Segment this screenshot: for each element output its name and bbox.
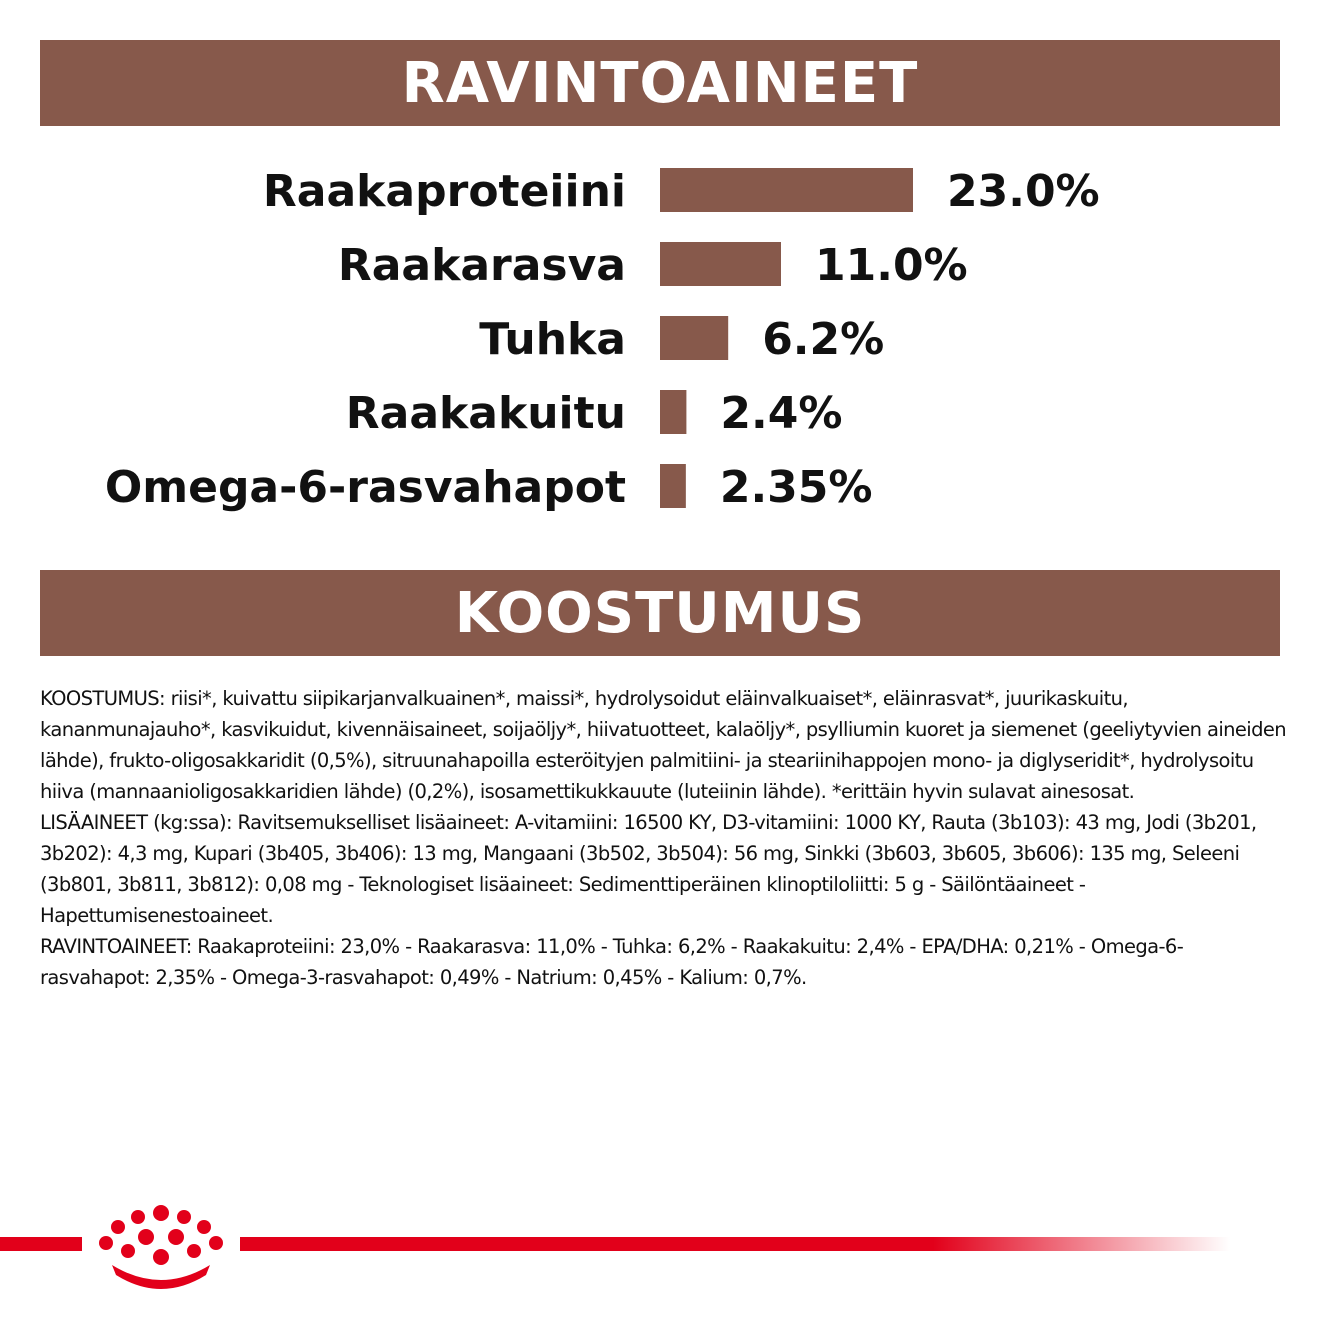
brand-footer — [0, 1195, 1320, 1305]
bar-raakakuitu — [660, 390, 686, 434]
bar-omega-6-rasvahapot — [660, 464, 686, 508]
category-label-raakakuitu: Raakakuitu — [345, 388, 626, 439]
composition-banner — [40, 570, 1280, 656]
composition-text — [40, 683, 1290, 993]
value-label-raakaproteiini: 23.0% — [947, 166, 1100, 217]
bar-raakaproteiini — [660, 168, 913, 212]
category-label-raakaproteiini: Raakaproteiini — [262, 166, 626, 217]
nutrients-banner — [40, 40, 1280, 126]
value-label-omega-6-rasvahapot: 2.35% — [719, 462, 873, 513]
composition-paragraph-ingredients: KOOSTUMUS: riisi*, kuivattu siipikarjanvalkuainen*, maissi*, hydrolysoidut eläinvalkuaiset*, eläinrasvat*, juurikaskuitu, kananmunajauho*, kasvikuidut, kivennäisaineet, soijaöljy*, hiivatuotteet, kalaöljy*, psylliumin kuoret ja siemenet (geeliytyvien aineiden lähde), frukto-oligosakkaridit (0,5%), sitruunahapoilla esteröityjen palmitiini- ja steariinihappojen mono- ja diglyseridit*, hydrolysoitu hiiva (mannaanioligosakkaridien lähde) (0,2%), isosamettikukkauute (luteiinin lähde). *erittäin hyvin sulavat ainesosat. — [40, 687, 1287, 803]
value-label-raakarasva: 11.0% — [815, 240, 968, 291]
category-label-raakarasva: Raakarasva — [337, 240, 626, 291]
value-label-tuhka: 6.2% — [762, 314, 885, 365]
category-label-omega-6-rasvahapot: Omega-6-rasvahapot — [104, 462, 626, 513]
composition-title: KOOSTUMUS — [454, 580, 866, 646]
category-label-tuhka: Tuhka — [479, 314, 626, 365]
brand-line-right — [240, 1237, 1230, 1251]
composition-paragraph-nutrients: RAVINTOAINEET: Raakaproteiini: 23,0% - Raakarasva: 11,0% - Tuhka: 6,2% - Raakakuitu: 2,4% - EPA/DHA: 0,21% - Omega-6-rasvahapot: 2,35% - Omega-3-rasvahapot: 0,49% - Natrium: 0,45% - Kalium: 0,7%. — [40, 935, 1184, 989]
bar-tuhka — [660, 316, 728, 360]
value-label-raakakuitu: 2.4% — [720, 388, 843, 439]
brand-line-left — [0, 1237, 82, 1251]
bar-raakarasva — [660, 242, 781, 286]
nutrients-title: RAVINTOAINEET — [401, 50, 919, 116]
nutrients-bar-chart — [0, 150, 1320, 530]
royal-crown-logo-icon — [99, 1205, 223, 1289]
composition-paragraph-additives: LISÄAINEET (kg:ssa): Ravitsemukselliset lisäaineet: A-vitamiini: 16500 KY, D3-vitamiini: 1000 KY, Rauta (3b103): 43 mg, Jodi (3b201, 3b202): 4,3 mg, Kupari (3b405, 3b406): 13 mg, Mangaani (3b502, 3b504): 56 mg, Sinkki (3b603, 3b605, 3b606): 135 mg, Seleeni (3b801, 3b811, 3b812): 0,08 mg - Teknologiset lisäaineet: Sedimenttiperäinen klinoptiloliitti: 5 g - Säilöntäaineet - Hapettumisenestoaineet. — [40, 811, 1257, 927]
